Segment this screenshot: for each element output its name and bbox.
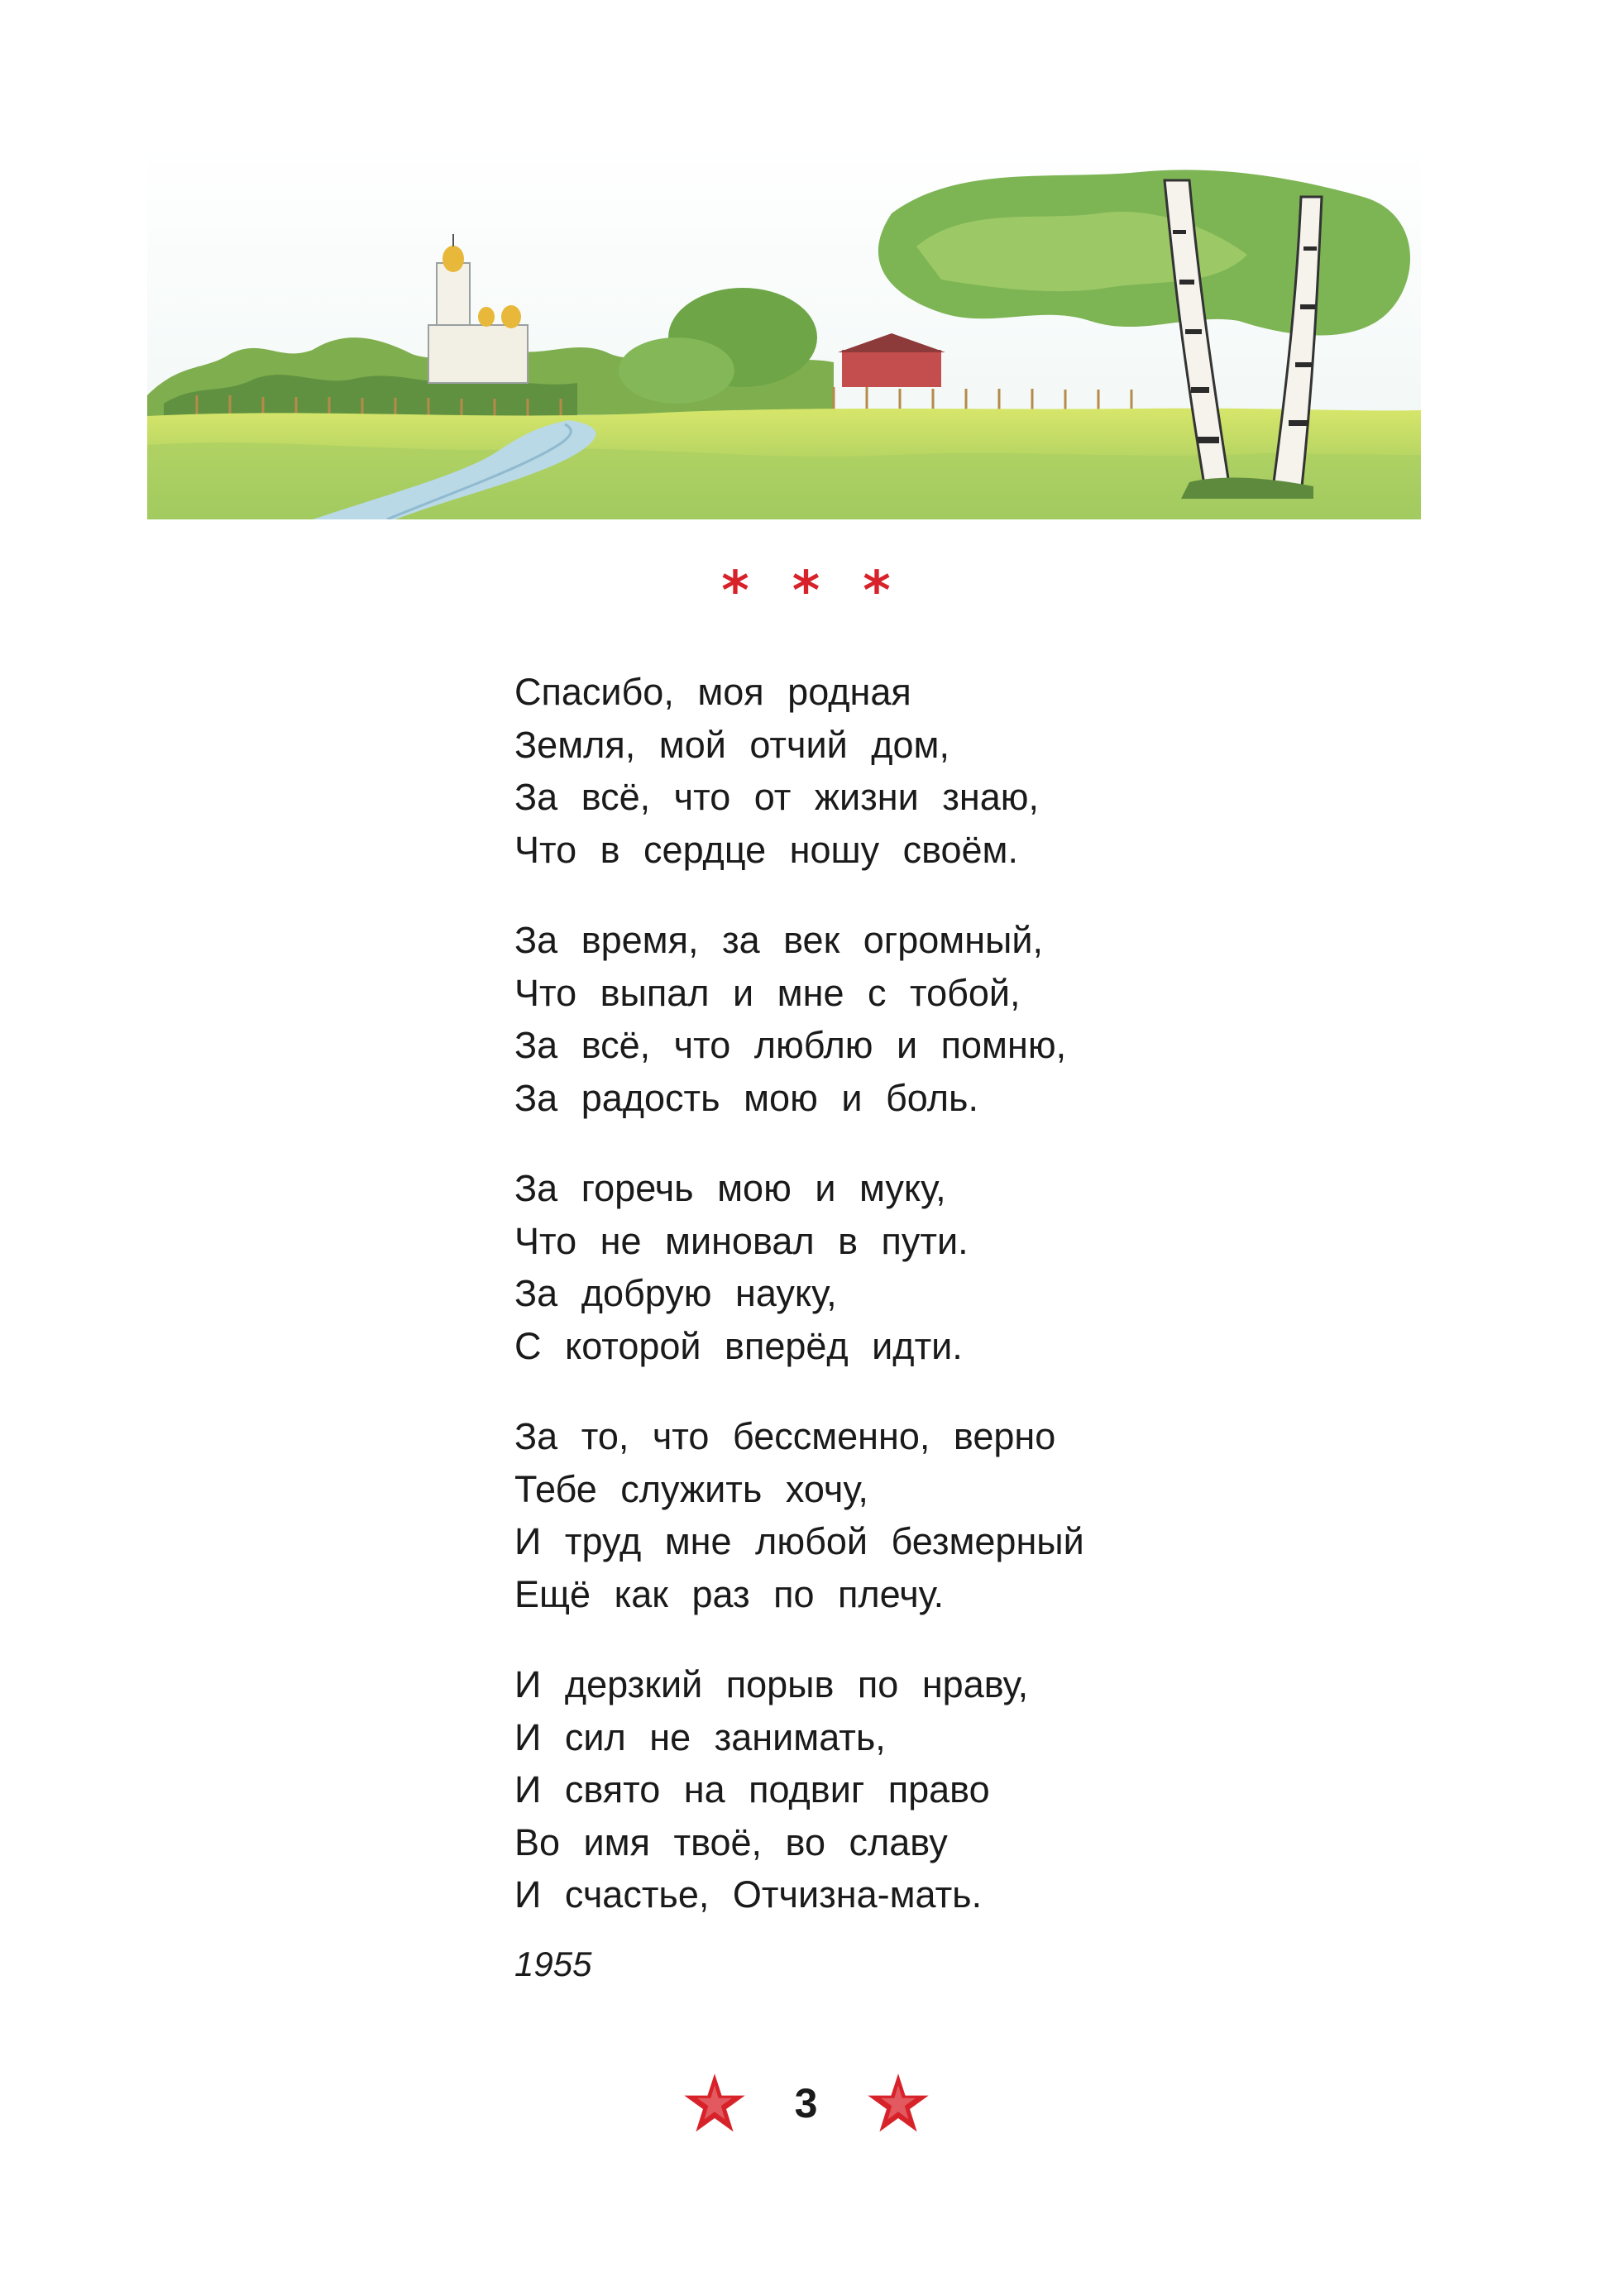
poem-line: И дерзкий порыв по нраву, <box>514 1663 1029 1705</box>
stanza <box>514 914 1507 1124</box>
poem-line: Тебе служить хочу, <box>514 1467 868 1510</box>
poem-line: За добрую науку, <box>514 1272 837 1314</box>
poem-line: И сил не занимать, <box>514 1715 886 1758</box>
poem-line: За горечь мою и муку, <box>514 1167 946 1209</box>
stanza <box>514 1162 1507 1372</box>
stanza <box>514 1410 1507 1620</box>
poem-line: Что не миновал в пути. <box>514 1219 969 1262</box>
poem-line: Ещё как раз по плечу. <box>514 1572 945 1615</box>
poem-line: Что выпал и мне с тобой, <box>514 971 1021 1014</box>
stanza <box>514 1658 1507 1921</box>
poem-line: И счастье, Отчизна-мать. <box>514 1873 983 1916</box>
poem-year: 1955 <box>514 1944 592 1983</box>
poem-line: Спасибо, моя родная <box>514 671 911 713</box>
poem-line: Что в сердце ношу своём. <box>514 828 1018 871</box>
poem <box>514 666 1507 1989</box>
red-asterisk-icon: * <box>721 561 749 622</box>
poem-line: За всё, что от жизни знаю, <box>514 776 1039 818</box>
poem-line: И свято на подвиг право <box>514 1768 990 1810</box>
landscape-illustration <box>147 147 1421 519</box>
red-asterisk-icon: * <box>863 561 891 622</box>
stanza <box>514 666 1507 876</box>
red-star-icon <box>866 2071 930 2136</box>
poem-line: За то, что бессменно, верно <box>514 1415 1056 1457</box>
page-footer <box>0 2066 1612 2141</box>
section-ornament <box>0 561 1612 622</box>
poem-line: Во имя твоё, во славу <box>514 1820 948 1863</box>
poem-line: Земля, мой отчий дом, <box>514 723 950 766</box>
poem-line: За время, за век огромный, <box>514 919 1044 961</box>
poem-line: И труд мне любой безмерный <box>514 1520 1084 1562</box>
poem-line: За всё, что люблю и помню, <box>514 1024 1067 1066</box>
poem-line: За радость мою и боль. <box>514 1076 978 1119</box>
red-star-icon <box>682 2071 747 2136</box>
page-number: 3 <box>794 2080 818 2126</box>
poem-line: С которой вперёд идти. <box>514 1324 963 1367</box>
red-asterisk-icon: * <box>792 561 820 622</box>
